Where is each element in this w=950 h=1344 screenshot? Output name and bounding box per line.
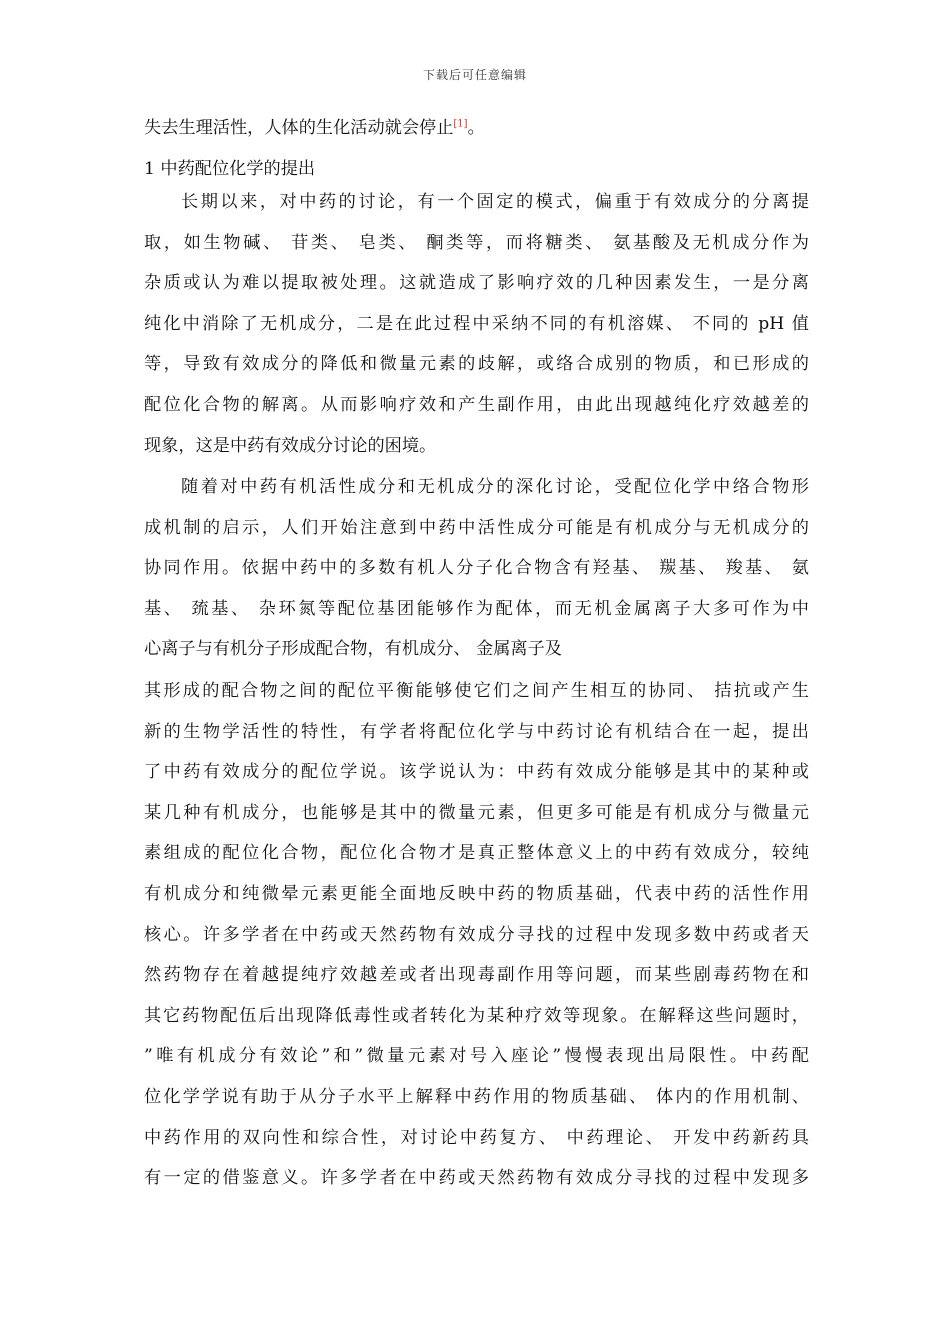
paragraph-line: 心离子与有机分子形成配合物，有机成分、 金属离子及	[144, 639, 562, 660]
document-body-top	[144, 108, 809, 189]
paragraph-line: 中药作用的双向性和综合性，对讨论中药复方、 中药理论、 开发中药新药具	[144, 1127, 809, 1148]
paragraph-3	[144, 671, 809, 1199]
paragraph-1	[144, 182, 809, 466]
paragraph-line: 等，导致有效成分的降低和微量元素的歧解，或络合成别的物质，和已形成的	[144, 354, 809, 375]
paragraph-line: 成机制的启示，人们开始注意到中药中活性成分可能是有机成分与无机成分的	[144, 517, 809, 538]
paragraph-line: 然药物存在着越提纯疗效越差或者出现毒副作用等问题，而某些剧毒药物在和	[144, 965, 809, 986]
paragraph-line: 随着对中药有机活性成分和无机成分的深化讨论，受配位化学中络合物形	[181, 477, 809, 497]
paragraph-line: 基、 巯基、 杂环氮等配位基团能够作为配体，而无机金属离子大多可作为中	[144, 598, 809, 619]
paragraph-line: 现象，这是中药有效成分讨论的困境。	[144, 435, 437, 456]
intro-line	[144, 108, 809, 149]
paragraph-line: 纯化中消除了无机成分，二是在此过程中采纳不同的有机溶媒、 不同的 pH 值	[144, 313, 809, 334]
paragraph-line: 配位化合物的解离。从而影响疗效和产生副作用，由此出现越纯化疗效越差的	[144, 394, 809, 415]
paragraph-line: 其形成的配合物之间的配位平衡能够使它们之间产生相互的协同、 拮抗或产生	[144, 681, 809, 701]
citation-ref[interactable]: [1]	[453, 118, 468, 130]
paragraph-line: 某几种有机成分，也能够是其中的微量元素，但更多可能是有机成分与微量元	[144, 802, 809, 823]
paragraph-line: 核心。许多学者在中药或天然药物有效成分寻找的过程中发现多数中药或者天	[144, 924, 809, 945]
paragraph-line: 位化学学说有助于从分子水平上解释中药作用的物质基础、 体内的作用机制、	[144, 1086, 809, 1107]
intro-end: 。	[467, 118, 485, 138]
paragraph-line: 取，如生物碱、 苷类、 皂类、 酮类等，而将糖类、 氨基酸及无机成分作为	[144, 232, 809, 253]
paragraph-2	[144, 467, 809, 670]
paragraph-line: 素组成的配位化合物，配位化合物才是真正整体意义上的中药有效成分，较纯	[144, 843, 809, 864]
section-heading: 1 中药配位化学的提出	[144, 158, 316, 179]
paragraph-line: 其它药物配伍后出现降低毒性或者转化为某种疗效等现象。在解释这些问题时，	[144, 1005, 809, 1026]
paragraph-line: 长期以来，对中药的讨论，有一个固定的模式，偏重于有效成分的分离提	[181, 192, 809, 212]
paragraph-line: 协同作用。依据中药中的多数有机人分子化合物含有羟基、 羰基、 羧基、 氨	[144, 558, 809, 579]
paragraph-line: ”唯有机成分有效论”和”微量元素对号入座论”慢慢表现出局限性。中药配	[144, 1046, 809, 1067]
paragraph-line: 杂质或认为难以提取被处理。这就造成了影响疗效的几种因素发生，一是分离	[144, 273, 809, 294]
paragraph-line: 了中药有效成分的配位学说。该学说认为：中药有效成分能够是其中的某种或	[144, 762, 809, 783]
page-header: 下载后可任意编辑	[422, 68, 527, 82]
intro-text: 失去生理活性，人体的生化活动就会停止	[144, 118, 454, 138]
paragraph-line: 有机成分和纯微晕元素更能全面地反映中药的物质基础，代表中药的活性作用	[144, 883, 809, 904]
paragraph-line: 新的生物学活性的特性，有学者将配位化学与中药讨论有机结合在一起，提出	[144, 721, 809, 742]
paragraph-line: 有一定的借鉴意义。许多学者在中药或天然药物有效成分寻找的过程中发现多	[144, 1168, 809, 1189]
